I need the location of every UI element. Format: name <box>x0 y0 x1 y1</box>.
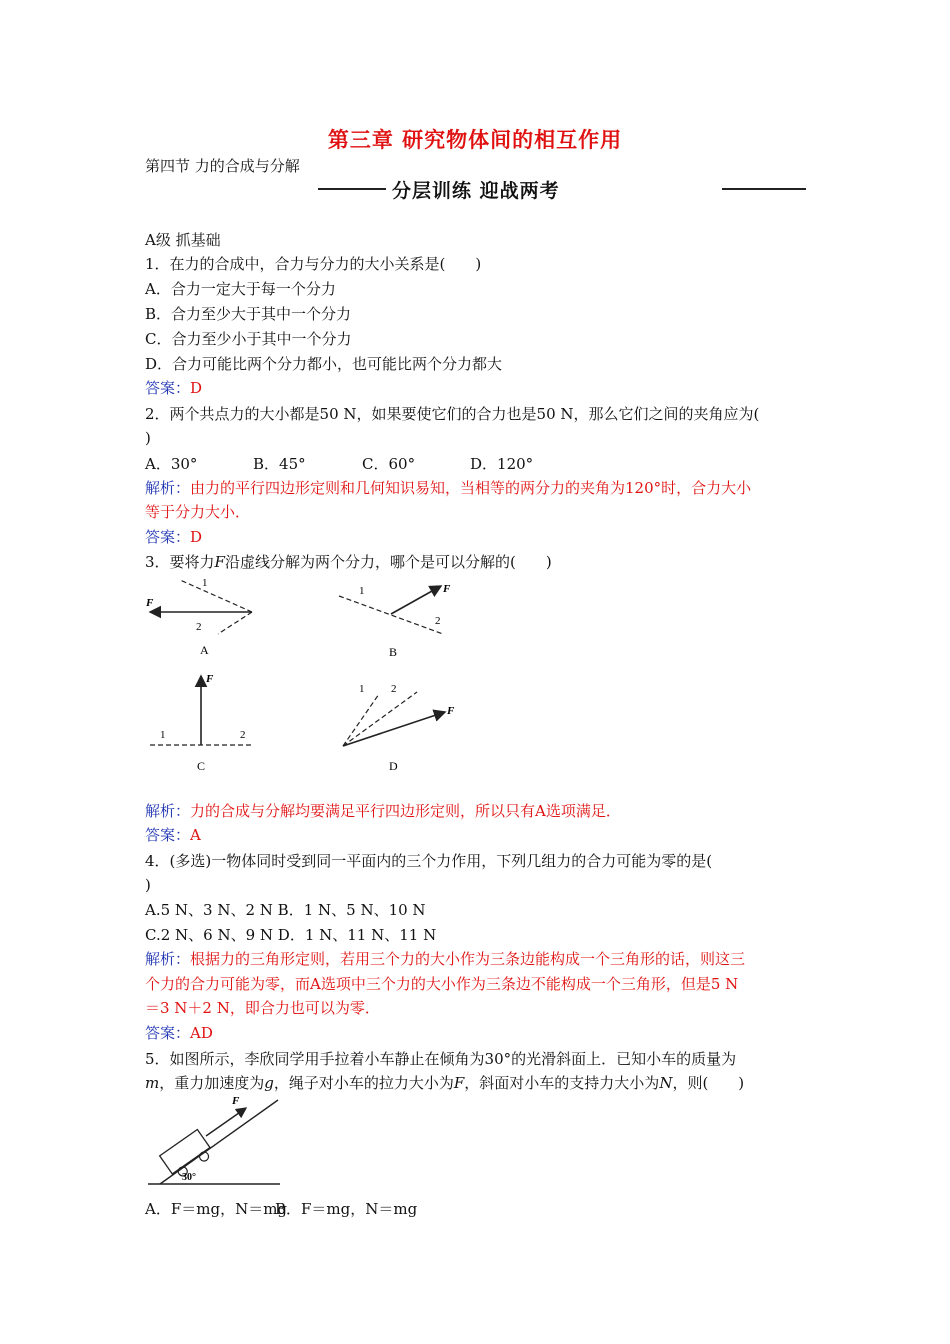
label-f: F <box>146 597 154 609</box>
q1-option-b: B．合力至少大于其中一个分力 <box>145 305 352 323</box>
q4-options-row2: C.2 N、6 N、9 N D．1 N、11 N、11 N <box>145 926 437 944</box>
label-f: F <box>232 1095 240 1107</box>
q4-stem-line1: 4．(多选)一物体同时受到同一平面内的三个力作用，下列几组力的合力可能为零的是( <box>145 852 713 870</box>
q2-option-b: B．45° <box>253 455 306 473</box>
analysis-label: 解析： <box>145 802 191 820</box>
q2-option-d: D．120° <box>470 455 534 473</box>
stem-part-a: ，重力加速度为 <box>159 1074 265 1092</box>
stem-part-c: ，斜面对小车的支持力大小为 <box>464 1074 660 1092</box>
analysis-text: 力的合成与分解均要满足平行四边形定则，所以只有A选项满足． <box>190 802 621 820</box>
figure-c <box>140 668 270 776</box>
practice-banner <box>318 176 806 202</box>
q5-stem-line1: 5．如图所示，李欣同学用手拉着小车静止在倾角为30°的光滑斜面上．已知小车的质量为 <box>145 1050 737 1068</box>
answer-value: A <box>190 826 201 844</box>
q2-answer <box>145 527 202 547</box>
caption-d: D <box>389 759 398 773</box>
banner-right-rule <box>722 188 806 190</box>
q4-analysis-line3: ＝3 N＋2 N，即合力也可以为零． <box>145 999 380 1017</box>
section-title: 第四节 力的合成与分解 <box>145 157 300 175</box>
answer-label: 答案： <box>145 1024 191 1042</box>
q2-stem-line1: 2．两个共点力的大小都是50 N，如果要使它们的合力也是50 N，那么它们之间的夹角应为( <box>145 405 760 423</box>
label-f: F <box>206 673 214 685</box>
q1-answer <box>145 378 202 398</box>
q1-option-c: C．合力至少小于其中一个分力 <box>145 330 352 348</box>
q4-answer <box>145 1023 213 1043</box>
caption-a: A <box>200 643 209 657</box>
q5-option-a: A．F＝mg，N＝mg <box>145 1200 288 1218</box>
var-g: g <box>264 1074 274 1092</box>
q3-stem-var: F <box>214 553 225 571</box>
q1-stem: 1．在力的合成中，合力与分力的大小关系是( ) <box>145 255 482 273</box>
label-2: 2 <box>391 683 397 695</box>
dashed-line <box>339 596 443 634</box>
dashed-line-1 <box>180 580 252 612</box>
q4-options-row1: A.5 N、3 N、2 N B．1 N、5 N、10 N <box>145 901 426 919</box>
q1-option-d: D．合力可能比两个分力都小，也可能比两个分力都大 <box>145 355 503 373</box>
answer-value: D <box>190 528 203 546</box>
q2-option-c: C．60° <box>362 455 416 473</box>
analysis-label: 解析： <box>145 479 191 497</box>
q5-stem-line2 <box>145 1073 744 1093</box>
banner-text: 分层训练 迎战两考 <box>392 180 560 202</box>
chapter-title: 第三章 研究物体间的相互作用 <box>327 127 623 152</box>
q3-stem-pre: 3．要将力 <box>145 553 215 571</box>
angle-label: 30° <box>182 1172 196 1183</box>
answer-label: 答案： <box>145 528 191 546</box>
label-f: F <box>443 583 451 595</box>
cart-wheel-right <box>198 1150 211 1163</box>
caption-b: B <box>389 645 398 659</box>
caption-c: C <box>197 759 206 773</box>
analysis-label: 解析： <box>145 950 191 968</box>
incline-figure <box>140 1092 290 1192</box>
stem-part-b: ，绳子对小车的拉力大小为 <box>273 1074 454 1092</box>
q2-stem-line2: ) <box>145 429 151 447</box>
label-1: 1 <box>160 729 166 741</box>
force-arrow <box>206 1108 246 1136</box>
label-2: 2 <box>196 621 202 633</box>
dashed-line-2 <box>343 692 417 746</box>
var-m: m <box>145 1074 160 1092</box>
force-arrow <box>343 712 445 746</box>
figure-b <box>335 578 465 664</box>
label-1: 1 <box>359 585 365 597</box>
q4-analysis-line2: 个力的合力可能为零，而A选项中三个力的大小作为三条边不能构成一个三角形，但是5 N <box>145 975 739 993</box>
label-1: 1 <box>202 577 208 589</box>
label-f: F <box>447 705 455 717</box>
answer-label: 答案： <box>145 826 191 844</box>
q4-analysis-line1 <box>145 949 745 969</box>
answer-value: D <box>190 379 203 397</box>
label-2: 2 <box>240 729 246 741</box>
answer-label: 答案： <box>145 379 191 397</box>
answer-value: AD <box>190 1024 213 1042</box>
analysis-text: 根据力的三角形定则，若用三个力的大小作为三条边能构成一个三角形的话，则这三 <box>190 950 746 968</box>
figure-a <box>140 572 270 662</box>
level-heading: A级 抓基础 <box>145 231 221 249</box>
banner-left-rule <box>318 188 386 190</box>
figure-d <box>335 680 465 776</box>
q4-stem-line2: ) <box>145 876 151 894</box>
q5-option-b: B．F＝mg，N＝mg <box>275 1200 418 1218</box>
dashed-line-1 <box>343 694 379 746</box>
q3-answer <box>145 825 201 845</box>
q3-analysis <box>145 801 621 821</box>
stem-part-d: ，则( ) <box>672 1074 745 1092</box>
var-f: F <box>453 1074 465 1092</box>
dashed-line-2 <box>218 612 252 634</box>
q3-stem <box>145 552 552 572</box>
analysis-text: 由力的平行四边形定则和几何知识易知，当相等的两分力的夹角为120°时，合力大小 <box>190 479 752 497</box>
label-1: 1 <box>359 683 365 695</box>
q3-stem-post: 沿虚线分解为两个分力，哪个是可以分解的( ) <box>224 553 552 571</box>
label-2: 2 <box>435 615 441 627</box>
q2-analysis-line2: 等于分力大小． <box>145 503 251 521</box>
var-n: N <box>659 1074 673 1092</box>
force-arrow <box>391 586 441 614</box>
q2-option-a: A．30° <box>145 455 198 473</box>
q1-option-a: A．合力一定大于每一个分力 <box>145 280 336 298</box>
q2-analysis-line1 <box>145 478 751 498</box>
